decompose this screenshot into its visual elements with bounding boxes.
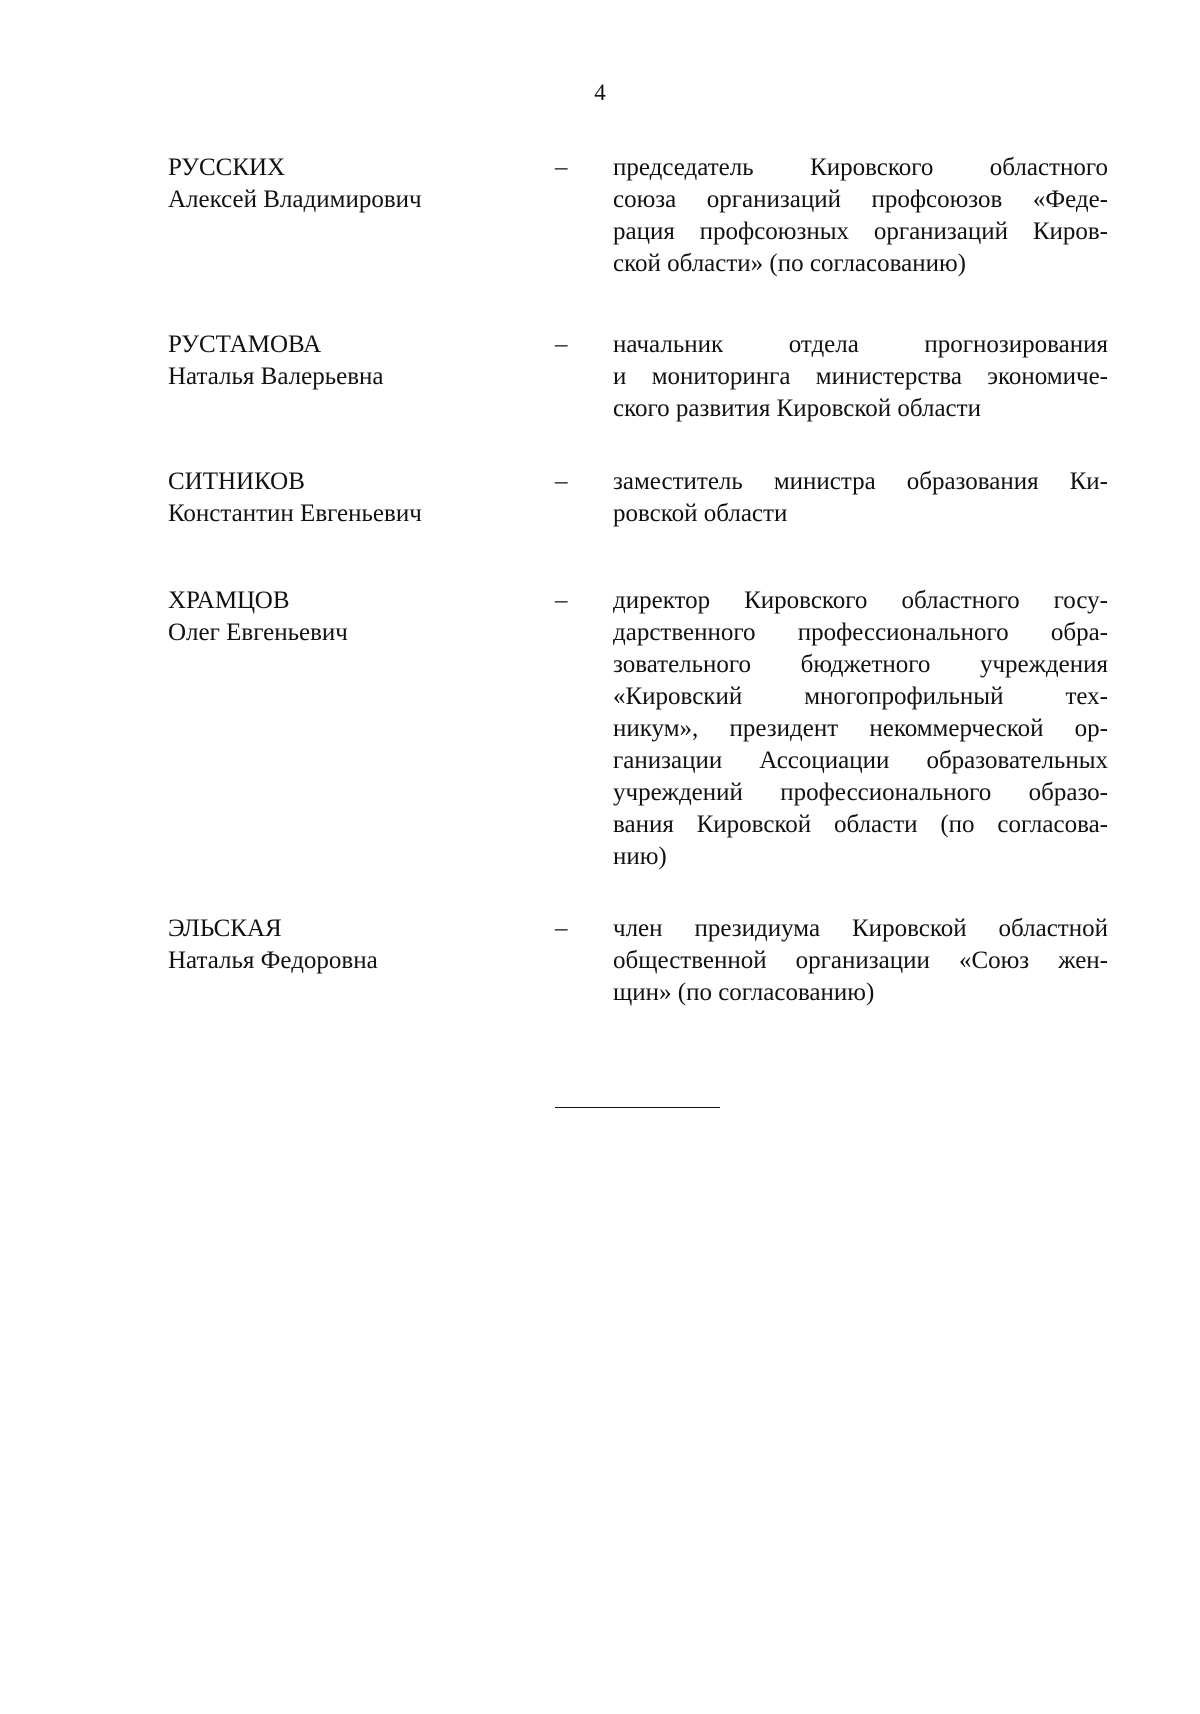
separator-dash: – xyxy=(555,154,568,181)
position-line: директор Кировского областного госу- xyxy=(613,587,1108,614)
position-line: член президиума Кировской областной xyxy=(613,915,1108,942)
member-position xyxy=(613,913,1108,1009)
member-surname: ХРАМЦОВ xyxy=(168,587,290,614)
position-line: начальник отдела прогнозирования xyxy=(613,331,1108,358)
position-line: союза организаций профсоюзов «Феде- xyxy=(613,186,1108,213)
member-surname: ЭЛЬСКАЯ xyxy=(168,915,282,942)
member-position xyxy=(613,585,1108,873)
member-position xyxy=(613,466,1108,530)
member-given-names: Алексей Владимирович xyxy=(168,186,422,213)
position-line: никум», президент некоммерческой ор- xyxy=(613,715,1108,742)
position-line: рация профсоюзных организаций Киров- xyxy=(613,218,1108,245)
member-surname: СИТНИКОВ xyxy=(168,468,305,495)
position-line: дарственного профессионального обра- xyxy=(613,619,1108,646)
position-line: «Кировский многопрофильный тех- xyxy=(613,683,1108,710)
separator-dash: – xyxy=(555,915,568,942)
separator-dash: – xyxy=(555,587,568,614)
position-line: заместитель министра образования Ки- xyxy=(613,468,1108,495)
member-given-names: Наталья Федоровна xyxy=(168,947,378,974)
member-given-names: Наталья Валерьевна xyxy=(168,363,384,390)
position-line: и мониторинга министерства экономиче- xyxy=(613,363,1108,390)
closing-rule xyxy=(555,1107,720,1108)
member-surname: РУССКИХ xyxy=(168,154,286,181)
member-name xyxy=(168,466,508,530)
position-line: общественной организации «Союз жен- xyxy=(613,947,1108,974)
member-name xyxy=(168,152,508,216)
member-given-names: Олег Евгеньевич xyxy=(168,619,348,646)
member-name xyxy=(168,585,508,649)
position-line: ской области» (по согласованию) xyxy=(613,250,966,277)
separator-dash: – xyxy=(555,331,568,358)
member-name xyxy=(168,329,508,393)
member-position xyxy=(613,329,1108,425)
position-line: вания Кировской области (по согласова- xyxy=(613,811,1108,838)
position-line: зовательного бюджетного учреждения xyxy=(613,651,1108,678)
page-number: 4 xyxy=(594,80,606,105)
position-line: щин» (по согласованию) xyxy=(613,979,875,1006)
member-position xyxy=(613,152,1108,280)
member-surname: РУСТАМОВА xyxy=(168,331,322,358)
position-line: нию) xyxy=(613,843,667,870)
position-line: ровской области xyxy=(613,500,788,527)
position-line: ского развития Кировской области xyxy=(613,395,981,422)
position-line: учреждений профессионального образо- xyxy=(613,779,1108,806)
member-name xyxy=(168,913,508,977)
position-line: председатель Кировского областного xyxy=(613,154,1108,181)
member-given-names: Константин Евгеньевич xyxy=(168,500,422,527)
position-line: ганизации Ассоциации образовательных xyxy=(613,747,1108,774)
separator-dash: – xyxy=(555,468,568,495)
